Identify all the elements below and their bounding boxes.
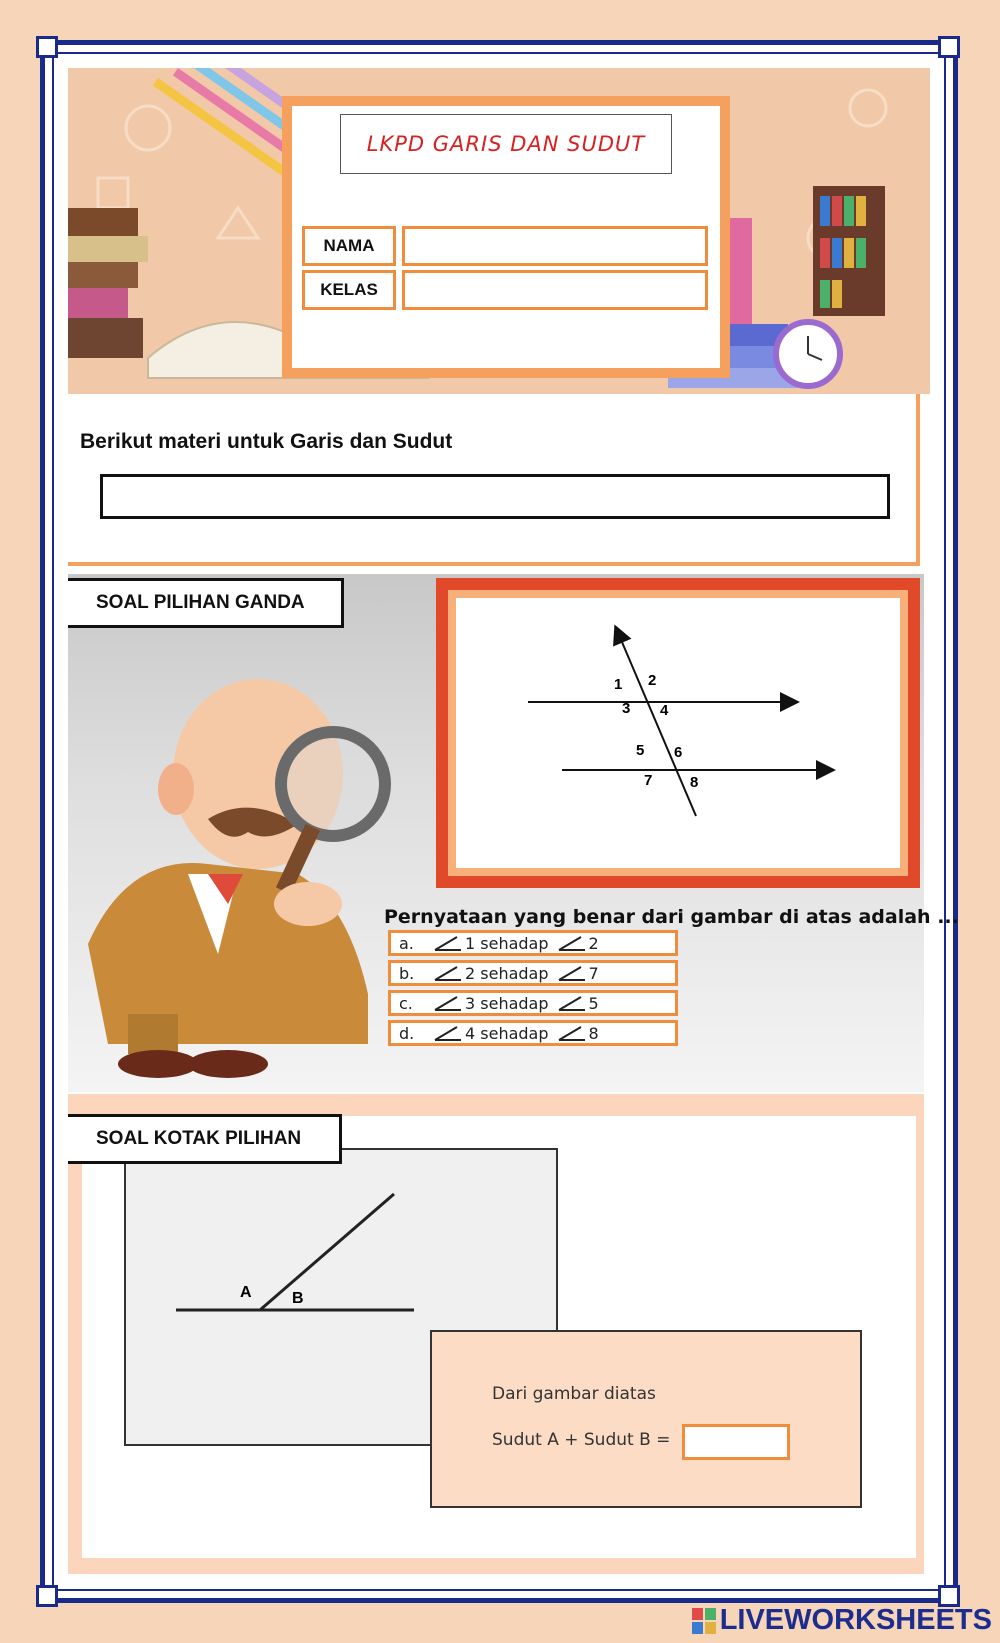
liveworksheets-brand-text: LIVEWORKSHEETS <box>719 1604 992 1636</box>
option-a[interactable] <box>388 930 678 956</box>
answer-input[interactable] <box>682 1424 790 1460</box>
box-question-line2: Sudut A + Sudut B = <box>492 1430 671 1450</box>
angle-symbol-icon <box>555 994 587 1012</box>
option-value: 5 <box>588 993 599 1013</box>
frame-corner-bottom-left <box>36 1585 58 1607</box>
box-question-line1: Dari gambar diatas <box>492 1384 656 1404</box>
option-value: 7 <box>588 963 599 983</box>
title-box <box>340 114 672 174</box>
angle-number-5: 5 <box>636 742 645 759</box>
box-question-panel <box>430 1330 862 1508</box>
parallel-lines-frame <box>436 578 920 888</box>
option-value: 2 <box>588 933 599 953</box>
bookshelf-icon <box>813 186 885 316</box>
option-text: 1 sehadap <box>465 933 549 953</box>
angle-symbol-icon <box>555 964 587 982</box>
frame-corner-top-left <box>36 36 58 58</box>
angle-number-1: 1 <box>614 676 623 693</box>
ray-line <box>260 1194 394 1310</box>
name-input[interactable] <box>402 226 708 266</box>
liveworksheets-logo <box>692 1604 992 1637</box>
option-b[interactable] <box>388 960 678 986</box>
angle-symbol-icon <box>555 1024 587 1042</box>
angle-number-4: 4 <box>660 702 669 719</box>
angle-symbol-icon <box>431 1024 463 1042</box>
option-letter: c. <box>399 993 413 1013</box>
multiple-choice-question: Pernyataan yang benar dari gambar di atas adalah ... <box>384 906 959 928</box>
class-input[interactable] <box>402 270 708 310</box>
option-d[interactable] <box>388 1020 678 1046</box>
clock-icon <box>776 322 840 386</box>
box-choice-label: SOAL KOTAK PILIHAN <box>68 1114 342 1164</box>
angle-symbol-icon <box>431 934 463 952</box>
option-text: 4 sehadap <box>465 1023 549 1043</box>
option-letter: a. <box>399 933 414 953</box>
option-letter: d. <box>399 1023 415 1043</box>
class-label: KELAS <box>302 270 396 310</box>
parallel-lines-diagram <box>448 590 908 876</box>
option-value: 8 <box>588 1023 599 1043</box>
angle-number-3: 3 <box>622 700 631 717</box>
worksheet-title: LKPD GARIS DAN SUDUT <box>366 132 646 156</box>
material-link-box[interactable] <box>100 474 890 519</box>
multiple-choice-label: SOAL PILIHAN GANDA <box>68 578 344 628</box>
liveworksheets-logo-icon <box>692 1608 716 1634</box>
angle-label-b: B <box>292 1290 304 1307</box>
books-stack-icon <box>68 208 148 358</box>
name-label: NAMA <box>302 226 396 266</box>
angle-symbol-icon <box>431 964 463 982</box>
angle-number-2: 2 <box>648 672 657 689</box>
option-text: 2 sehadap <box>465 963 549 983</box>
angle-number-6: 6 <box>674 744 683 761</box>
angle-symbol-icon <box>431 994 463 1012</box>
angle-number-7: 7 <box>644 772 653 789</box>
transversal-line <box>616 628 699 816</box>
option-text: 3 sehadap <box>465 993 549 1013</box>
material-heading: Berikut materi untuk Garis dan Sudut <box>80 430 453 453</box>
frame-corner-top-right <box>938 36 960 58</box>
angle-label-a: A <box>240 1284 252 1301</box>
angle-number-8: 8 <box>690 774 699 791</box>
angle-symbol-icon <box>555 934 587 952</box>
option-letter: b. <box>399 963 415 983</box>
option-c[interactable] <box>388 990 678 1016</box>
